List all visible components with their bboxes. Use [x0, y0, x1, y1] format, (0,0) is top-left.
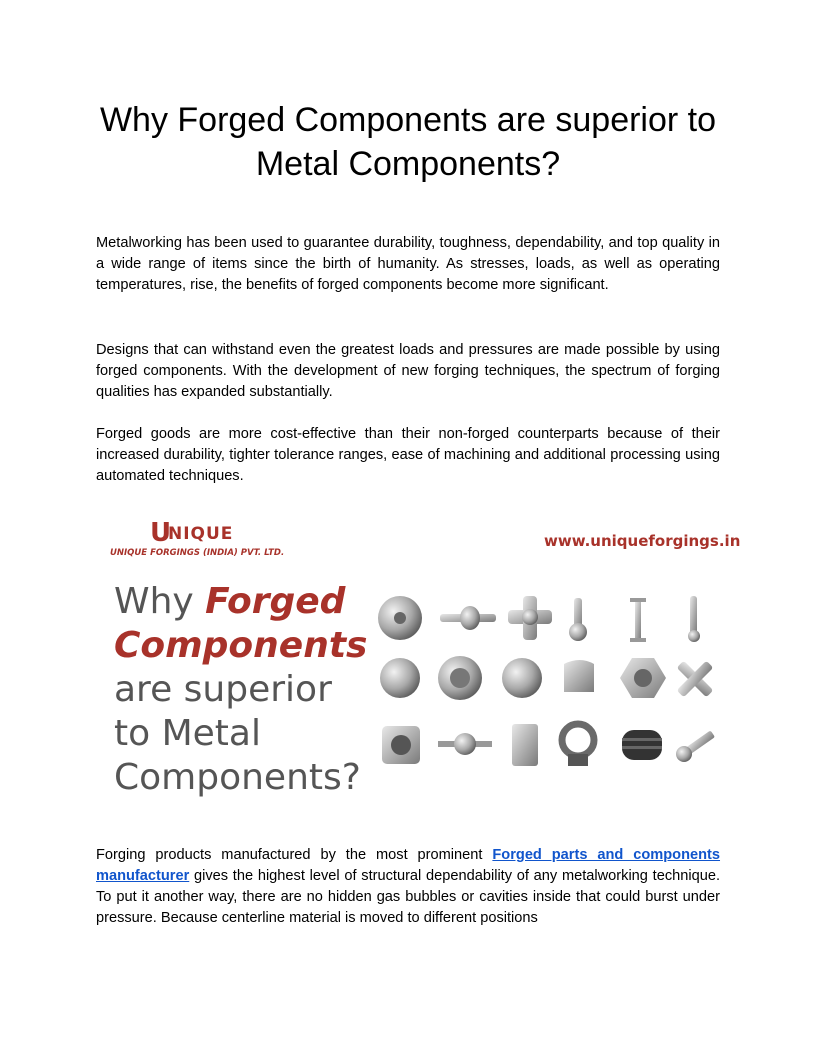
- star-fitting-icon: [677, 661, 714, 698]
- ball-valve-icon: [438, 733, 492, 755]
- banner-headline-line1: Why Forged: [114, 581, 346, 622]
- page-title: Why Forged Components are superior to Metal Components?: [99, 101, 717, 183]
- hex-bolt-icon: [676, 730, 715, 762]
- bracket-icon: [564, 660, 594, 692]
- wheel-icon: [378, 596, 422, 640]
- lever-icon: [569, 598, 587, 641]
- cross-joint-icon: [508, 596, 552, 640]
- ball-icon: [380, 658, 420, 698]
- manufacturer-link[interactable]: Forged parts and components manufacturer: [96, 847, 721, 884]
- hinge-icon: [512, 724, 538, 766]
- banner-headline-line3: are superior: [114, 669, 332, 710]
- paragraph-cost: Forged goods are more cost-effective than their non-forged counterparts because of their increased durability, tighter tolerance ranges, ease of machining and additional processing using automated techniques.: [96, 426, 720, 484]
- paragraph-intro: Metalworking has been used to guarantee durability, toughness, dependability, and top quality in a wide range of items since the birth of humanity. As stresses, loads, as well as operating temperatures, rise, the benefits of forged components become more significant.: [96, 235, 720, 293]
- i-beam-icon: [630, 598, 646, 642]
- castle-nut-icon: [620, 658, 666, 698]
- threaded-plug-icon: [622, 730, 662, 760]
- banner-headline-line2: Components: [114, 625, 368, 666]
- flange-icon: [438, 656, 482, 700]
- rod-icon: [688, 596, 700, 642]
- sphere-icon: [502, 658, 542, 698]
- banner-website: www.uniqueforgings.in: [544, 532, 741, 550]
- promo-banner-image: [96, 508, 741, 810]
- paragraph-designs: Designs that can withstand even the greatest loads and pressures are made possible by using forged components. With the development of new forging techniques, the spectrum of forging qualities has expanded substantially.: [96, 342, 720, 400]
- company-logo: U NIQUE UNIQUE FORGINGS (INDIA) PVT. LTD.: [110, 518, 285, 558]
- forged-parts-grid: [378, 594, 720, 774]
- shaft-icon: [440, 606, 496, 630]
- paragraph-manufacturer: Forging products manufactured by the most prominent Forged parts and components manufacturer gives the highest level of structural dependability of any metalworking technique. To put it another way, there are no hidden gas bubbles or cavities inside that could burst under pressure. Because centerline material is moved to different positions: [96, 847, 721, 926]
- eye-nut-icon: [562, 724, 594, 766]
- banner-headline-line5: Components?: [114, 757, 361, 798]
- square-flange-icon: [382, 726, 420, 764]
- banner-headline-line4: to Metal: [114, 713, 261, 754]
